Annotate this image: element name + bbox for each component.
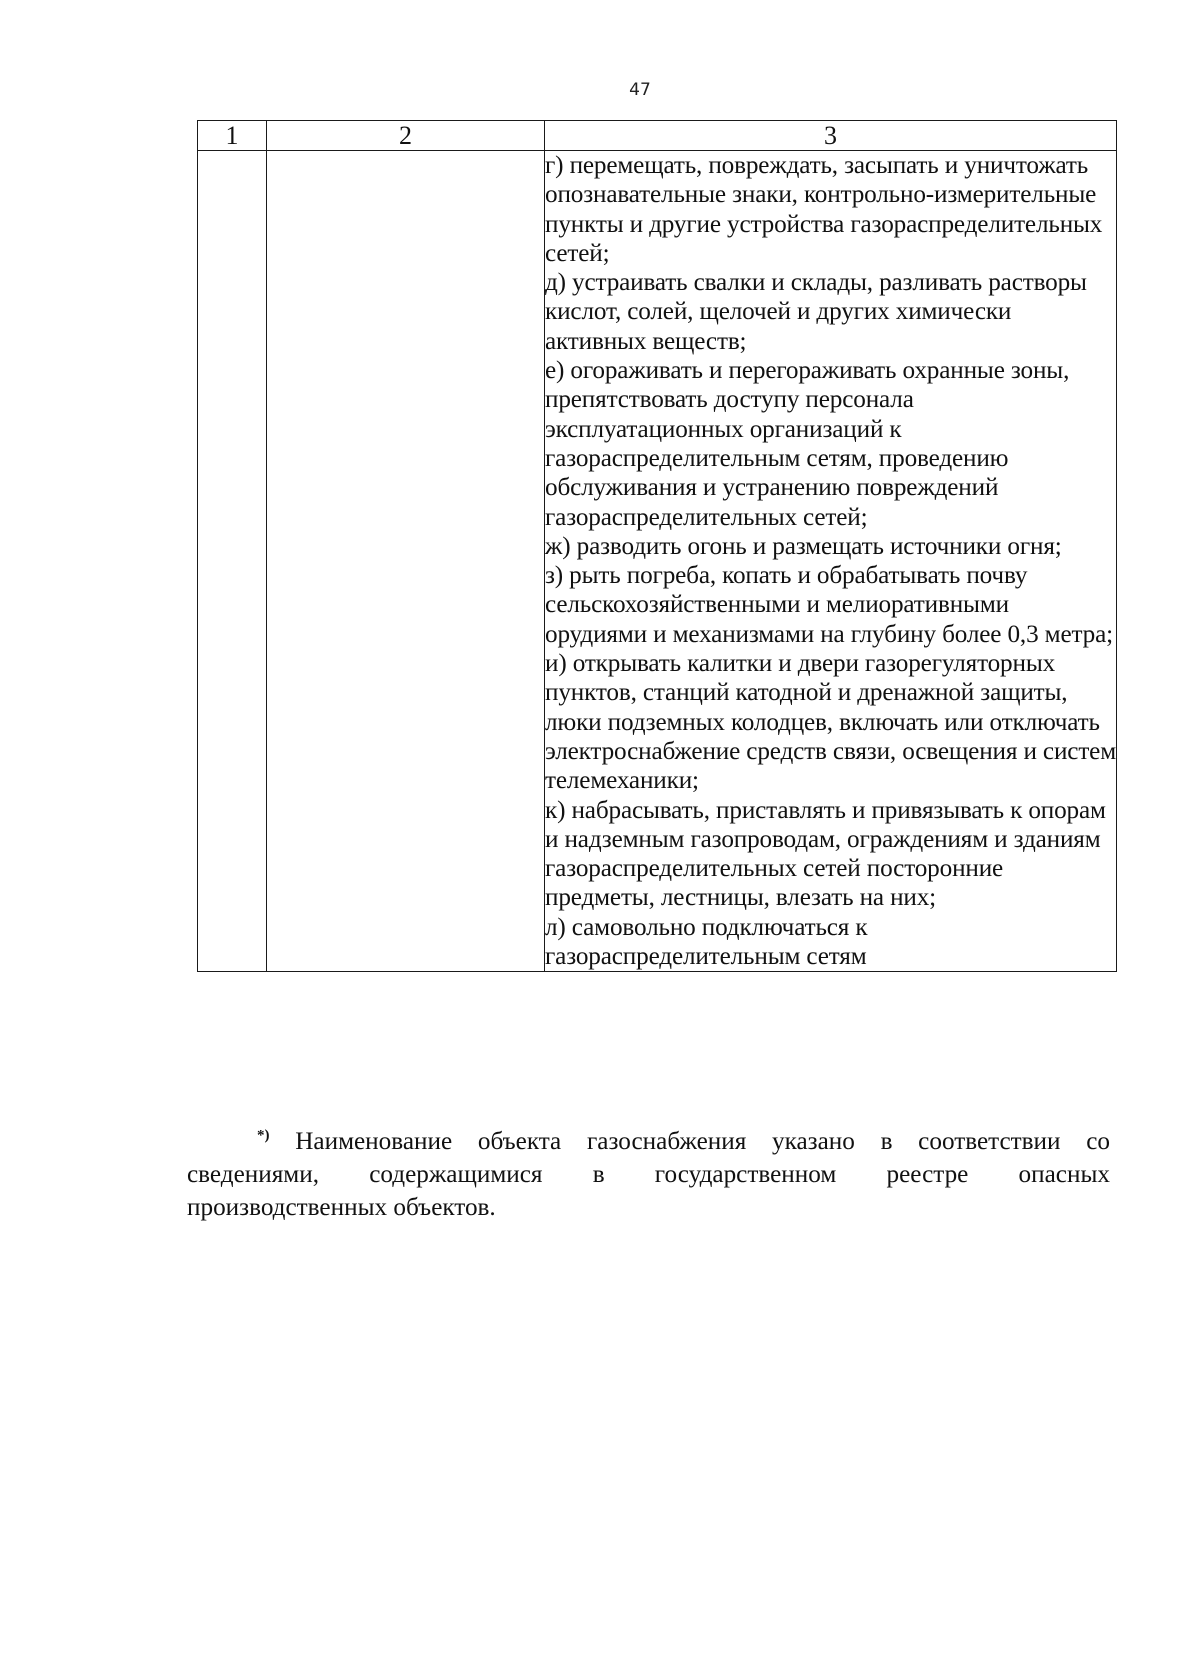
prohibition-item-zh: ж) разводить огонь и размещать источники огня; [545,532,1062,560]
table-header-row [198,121,1117,151]
footnote-line-3: производственных объектов. [187,1194,496,1221]
table-cell-col3 [545,151,1117,972]
prohibition-item-l: л) самовольно подключаться к газораспределительным сетям [545,913,868,971]
footnote-marker: *) [257,1127,270,1144]
column-header-3: 3 [545,121,1117,151]
prohibition-item-d: д) устраивать свалки и склады, разливать растворы кислот, солей, щелочей и других химически активных веществ; [545,269,1087,355]
footnote-line-1-text: Наименование объекта газоснабжения указано в соответствии со [295,1128,1110,1155]
column-header-2: 2 [267,121,545,151]
table-cell-col1 [198,151,267,972]
table-cell-col2 [267,151,545,972]
column-header-1: 1 [198,121,267,151]
document-table [197,120,1117,972]
prohibition-item-i: и) открывать калитки и двери газорегуляторных пунктов, станций катодной и дренажной защиты, люки подземных колодцев, включать или отключать электроснабжение средств связи, освещения и систем телемеханики; [545,650,1116,795]
prohibition-item-z: з) рыть погреба, копать и обрабатывать почву сельскохозяйственными и мелиоративными орудиями и механизмами на глубину более 0,3 метра; [545,562,1113,648]
prohibition-item-k: к) набрасывать, приставлять и привязывать к опорам и надземным газопроводам, ограждениям и зданиям газораспределительных сетей посторонние предметы, лестницы, влезать на них; [545,796,1106,912]
footnote-line-1 [187,1125,1110,1158]
prohibition-item-g: г) перемещать, повреждать, засыпать и уничтожать опознавательные знаки, контрольно-измерительные пункты и другие устройства газораспределительных сетей; [545,152,1103,267]
footnote [187,1125,1110,1224]
prohibition-item-e: е) огораживать и перегораживать охранные зоны, препятствовать доступу персонала эксплуатационных организаций к газораспределительным сетям, проведению обслуживания и устранению повреждений газораспределительных сетей; [545,357,1070,531]
table-row [198,151,1117,972]
footnote-line-2: сведениями, содержащимися в государственном реестре опасных [187,1161,1110,1188]
page-number: 47 [629,80,651,100]
